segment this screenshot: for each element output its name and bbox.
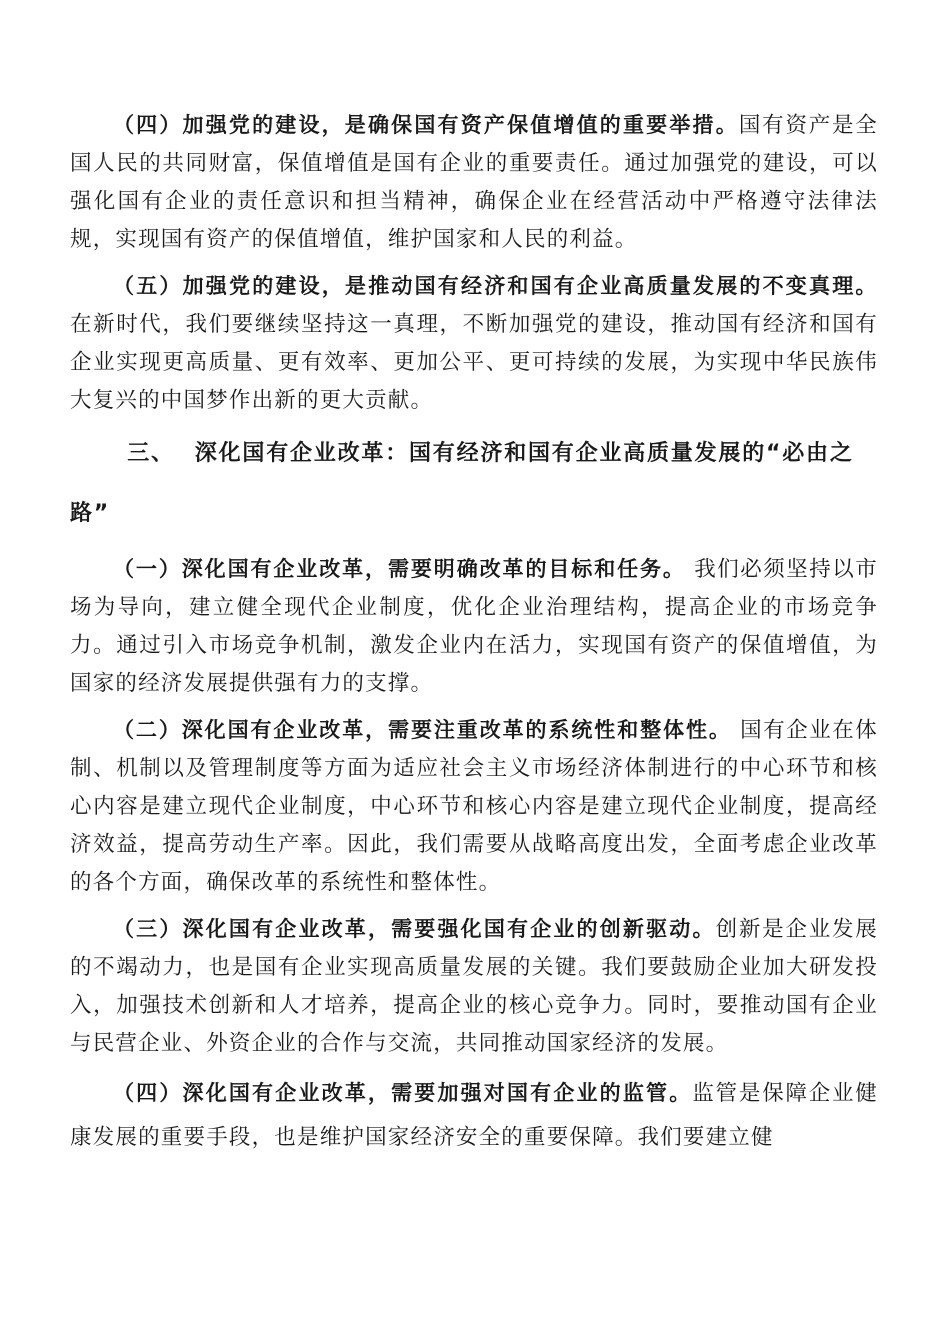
paragraph-lead: （五）加强党的建设，是推动国有经济和国有企业高质量发展的不变真理。 (113, 274, 878, 298)
paragraph-lead: （四）加强党的建设，是确保国有资产保值增值的重要举措。 (113, 113, 739, 137)
paragraph-reform-3 (70, 910, 878, 1063)
paragraph-body: 在新时代，我们要继续坚持这一真理，不断加强党的建设，推动国有经济和国有企业实现更高质量、更有效率、更加公平、更可持续的发展，为实现中华民族伟大复兴的中国梦作出新的更大贡献。 (70, 312, 878, 413)
section-title: 深化国有企业改革：国有经济和国有企业高质量发展的“必由之路” (70, 441, 854, 526)
paragraph-reform-2 (70, 711, 878, 902)
paragraph-party-building-4 (70, 106, 878, 259)
paragraph-body: 监管是保障企业健康发展的重要手段，也是维护国家经济安全的重要保障。我们要建立健 (70, 1081, 878, 1150)
paragraph-reform-1 (70, 550, 878, 703)
paragraph-body: 国有资产是全国人民的共同财富，保值增值是国有企业的重要责任。通过加强党的建设，可以强化国有企业的责任意识和担当精神，确保企业在经营活动中严格遵守法律法规，实现国有资产的保值增值，维护国家和人民的利益。 (70, 113, 878, 252)
section-heading (70, 424, 878, 544)
document-page (70, 106, 878, 1160)
section-number: 三、 (127, 441, 175, 466)
paragraph-lead: （四）深化国有企业改革，需要加强对国有企业的监管。 (113, 1081, 693, 1105)
paragraph-body: 我们必须坚持以市场为导向，建立健全现代企业制度，优化企业治理结构，提高企业的市场竞争力。通过引入市场竞争机制，激发企业内在活力，实现国有资产的保值增值，为国家的经济发展提供强有力的支撑。 (70, 557, 879, 696)
paragraph-lead: （一）深化国有企业改革，需要明确改革的目标和任务。 (113, 557, 686, 581)
paragraph-body: 创新是企业发展的不竭动力，也是国有企业实现高质量发展的关键。我们要鼓励企业加大研发投入，加强技术创新和人才培养，提高企业的核心竞争力。同时，要推动国有企业与民营企业、外资企业的合作与交流，共同推动国家经济的发展。 (70, 917, 878, 1056)
paragraph-lead: （二）深化国有企业改革，需要注重改革的系统性和整体性。 (113, 718, 732, 742)
paragraph-lead: （三）深化国有企业改革，需要强化国有企业的创新驱动。 (113, 917, 716, 941)
paragraph-reform-4 (70, 1071, 878, 1160)
paragraph-body: 国有企业在体制、机制以及管理制度等方面为适应社会主义市场经济体制进行的中心环节和核心内容是建立现代企业制度，中心环节和核心内容是建立现代企业制度，提高经济效益，提高劳动生产率。因此，我们需要从战略高度出发，全面考虑企业改革的各个方面，确保改革的系统性和整体性。 (70, 718, 878, 895)
paragraph-party-building-5 (70, 267, 878, 420)
